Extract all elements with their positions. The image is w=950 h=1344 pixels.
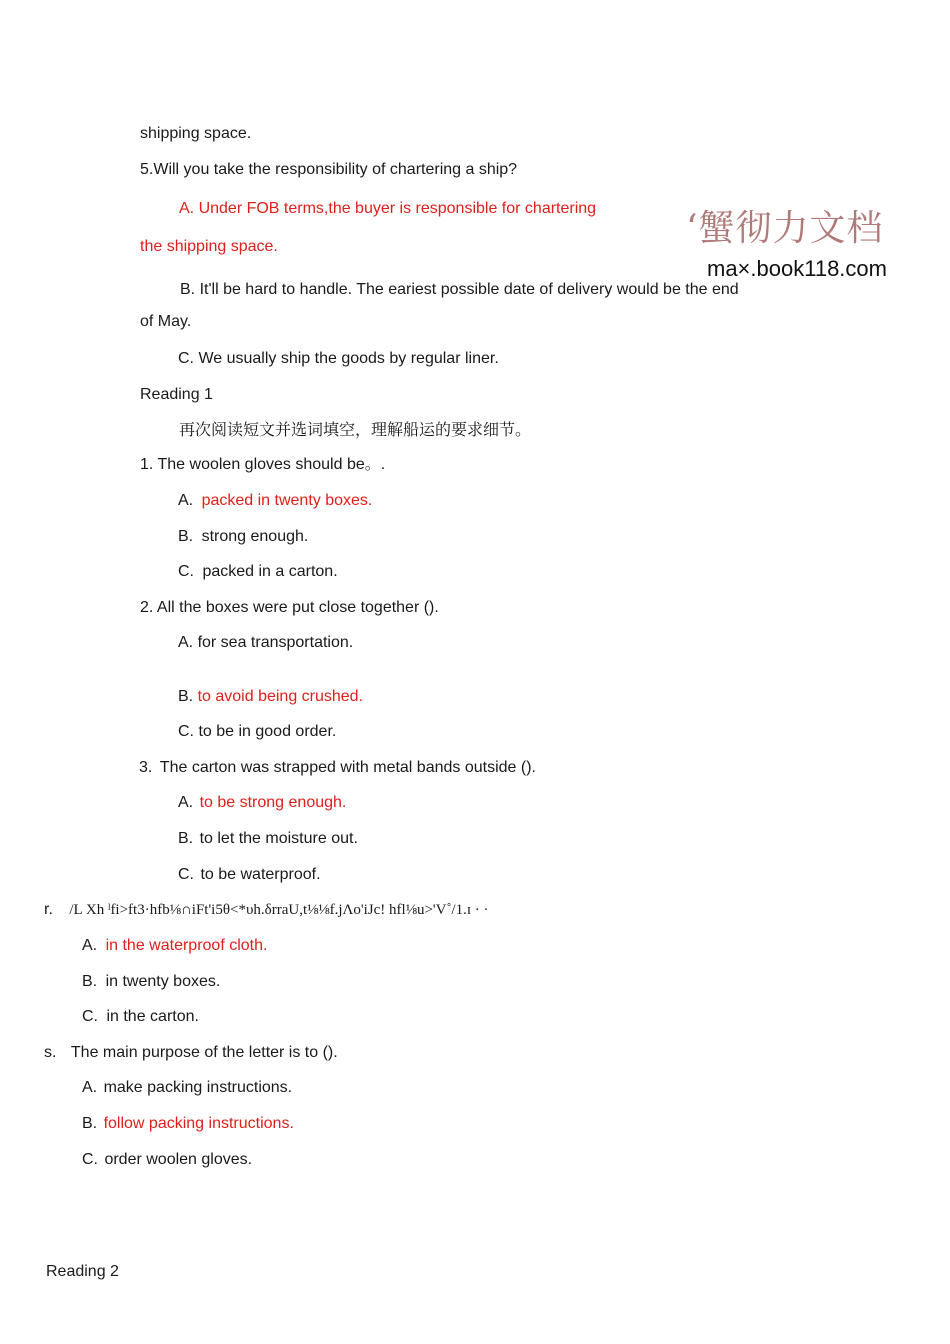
option-line: B. It'll be hard to handle. The eariest possible date of delivery would be the end <box>180 281 739 298</box>
instruction-cn: 再次阅读短文并选词填空，理解船运的要求细节。 <box>179 420 532 439</box>
section-heading: Reading 1 <box>140 386 213 403</box>
question-3: 3. The carton was strapped with metal bands outside (). <box>139 759 536 776</box>
option-c: C. packed in a carton. <box>178 563 338 580</box>
option-c: C. order woolen gloves. <box>82 1151 253 1168</box>
option-b: B. strong enough. <box>178 528 309 545</box>
answer-line: A. Under FOB terms,the buyer is responsible for chartering <box>179 200 597 217</box>
option-b: B. follow packing instructions. <box>82 1115 294 1132</box>
section-heading: Reading 2 <box>46 1263 119 1280</box>
question-1: 1. The woolen gloves should be。. <box>140 456 386 473</box>
option-c: C. to be in good order. <box>178 723 337 740</box>
option-b: B. to avoid being crushed. <box>178 688 364 705</box>
option-a: A. make packing instructions. <box>82 1079 293 1096</box>
option-line: of May. <box>140 313 192 330</box>
option-a: A. packed in twenty boxes. <box>178 492 373 509</box>
question-2: 2. All the boxes were put close together (). <box>140 599 439 616</box>
watermark-brand: ‘蟹彻力文档 <box>686 208 884 249</box>
question-4: r. /L Xh ˡfi>ft3·hfb⅛∩iFt'i5θ<*υh.δrraU,t⅛⅛f.jΛo'iJc! hfl⅛u>'V˚/1.ɪ · · <box>44 901 489 918</box>
watermark-url: ma×.book118.com <box>707 256 887 281</box>
answer-line: the shipping space. <box>140 238 278 255</box>
option-c: C. in the carton. <box>82 1008 199 1025</box>
option-a: A. to be strong enough. <box>178 794 347 811</box>
question-5b: s. The main purpose of the letter is to (). <box>44 1044 338 1061</box>
option-b: B. to let the moisture out. <box>178 830 358 847</box>
option-a: A. for sea transportation. <box>178 634 354 651</box>
option-b: B. in twenty boxes. <box>82 973 221 990</box>
option-a: A. in the waterproof cloth. <box>82 937 268 954</box>
question-5: 5.Will you take the responsibility of chartering a ship? <box>140 161 518 178</box>
text-line: shipping space. <box>140 125 252 142</box>
option-c: C. to be waterproof. <box>178 866 321 883</box>
option-line: C. We usually ship the goods by regular liner. <box>178 350 499 367</box>
